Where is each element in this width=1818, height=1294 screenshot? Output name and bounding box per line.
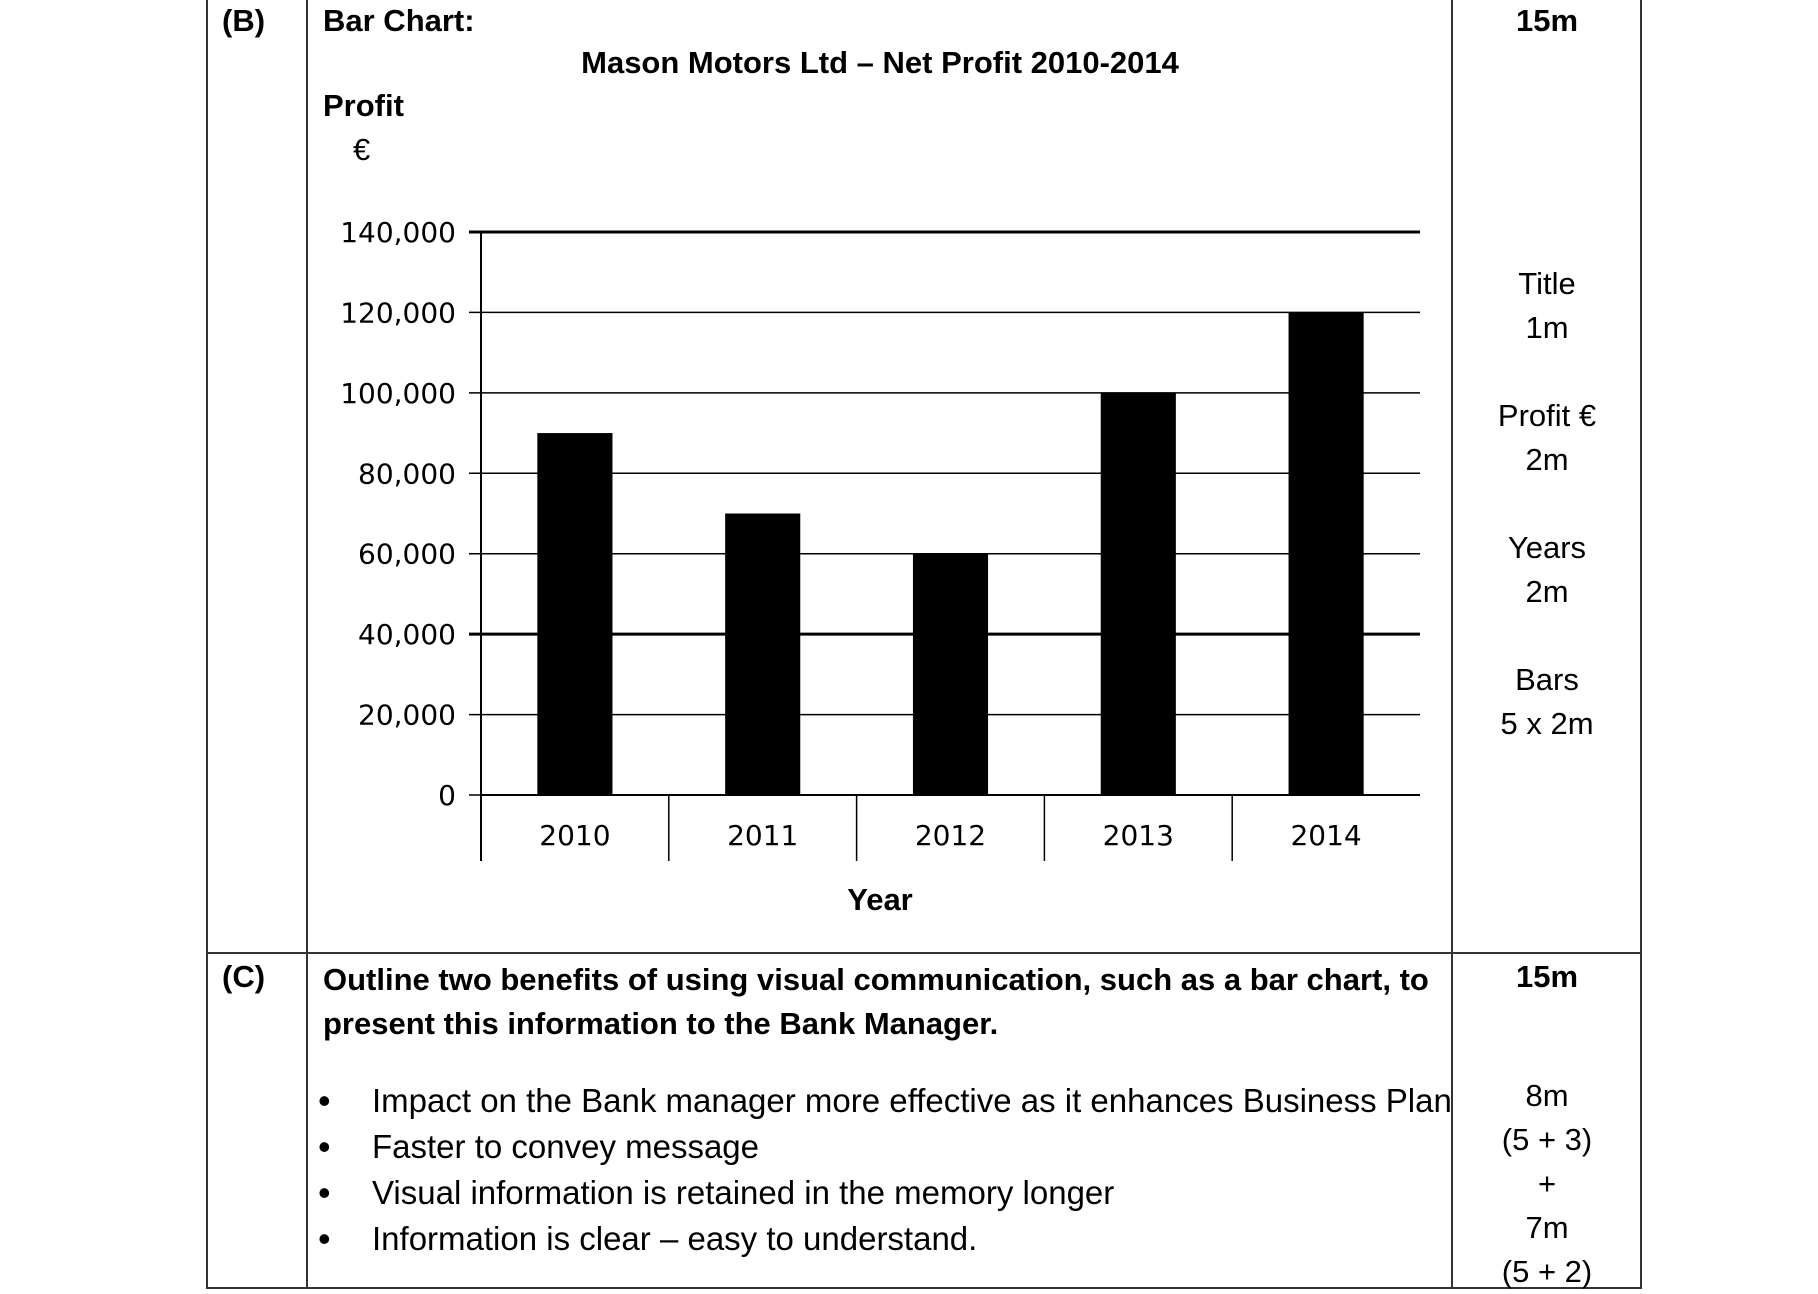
- x-tick-label: 2010: [539, 819, 611, 852]
- section-b-label: (B): [222, 3, 266, 38]
- x-tick-label: 2014: [1290, 819, 1362, 852]
- y-tick-label: 0: [438, 779, 456, 812]
- y-tick-label: 140,000: [340, 216, 456, 249]
- marks-second-split: (5 + 2): [1501, 1254, 1593, 1289]
- table-col-divider-1: [306, 0, 308, 1289]
- chart-x-axis-label: Year: [847, 882, 913, 917]
- table-row-divider: [206, 952, 1642, 954]
- marks-first-split: (5 + 3): [1501, 1122, 1593, 1157]
- chart-title: Mason Motors Ltd – Net Profit 2010-2014: [581, 45, 1179, 80]
- x-tick-label: 2013: [1102, 819, 1174, 852]
- list-item: • Visual information is retained in the memory longer: [318, 1170, 1452, 1216]
- bar-2010: [537, 433, 612, 795]
- section-c-marks: 15m: [1515, 959, 1579, 994]
- marks-plus: +: [1537, 1166, 1557, 1201]
- list-item: • Information is clear – easy to understand.: [318, 1216, 1452, 1262]
- section-c-marks-breakdown: [1454, 1074, 1640, 1294]
- section-c-label: (C): [222, 959, 266, 994]
- marks-title-label: Title: [1518, 266, 1576, 301]
- x-tick-label: 2011: [727, 819, 799, 852]
- bar-2011: [725, 514, 800, 796]
- y-tick-label: 100,000: [340, 376, 456, 410]
- marks-second-value: 7m: [1525, 1210, 1569, 1245]
- marks-years-value: 2m: [1525, 574, 1569, 609]
- chart-y-axis-label: Profit: [323, 88, 404, 123]
- y-tick-label: 20,000: [358, 698, 456, 732]
- y-tick-label: 40,000: [358, 618, 456, 652]
- list-item: • Impact on the Bank manager more effective as it enhances Business Plan: [318, 1078, 1452, 1124]
- chart-y-axis-unit: €: [353, 132, 371, 167]
- marks-title-value: 1m: [1525, 310, 1569, 345]
- marks-bars-value: 5 x 2m: [1500, 706, 1594, 741]
- marks-years-label: Years: [1507, 530, 1587, 565]
- section-b-heading: Bar Chart:: [323, 3, 475, 38]
- list-item: • Faster to convey message: [318, 1124, 1452, 1170]
- section-b-marks: 15m: [1515, 3, 1579, 38]
- section-b-marks-breakdown: [1454, 262, 1640, 746]
- y-tick-label: 60,000: [358, 537, 456, 571]
- section-c-answer-list: [318, 1078, 1452, 1262]
- marks-first-value: 8m: [1525, 1078, 1569, 1113]
- table-right-border: [1640, 0, 1642, 1289]
- x-tick-label: 2012: [914, 819, 987, 852]
- bar-chart: [330, 172, 1430, 892]
- table-left-border: [206, 0, 208, 1289]
- marks-bars-label: Bars: [1515, 662, 1579, 697]
- section-c-question: Outline two benefits of using visual communication, such as a bar chart, to present this information to the Bank Manager.: [323, 962, 1429, 1041]
- marks-profit-label: Profit €: [1497, 398, 1597, 433]
- bar-2012: [913, 554, 988, 795]
- y-tick-label: 80,000: [358, 457, 456, 491]
- marks-profit-value: 2m: [1525, 442, 1569, 477]
- bar-2013: [1101, 393, 1176, 795]
- bar-2014: [1289, 312, 1364, 795]
- y-tick-label: 120,000: [340, 296, 456, 330]
